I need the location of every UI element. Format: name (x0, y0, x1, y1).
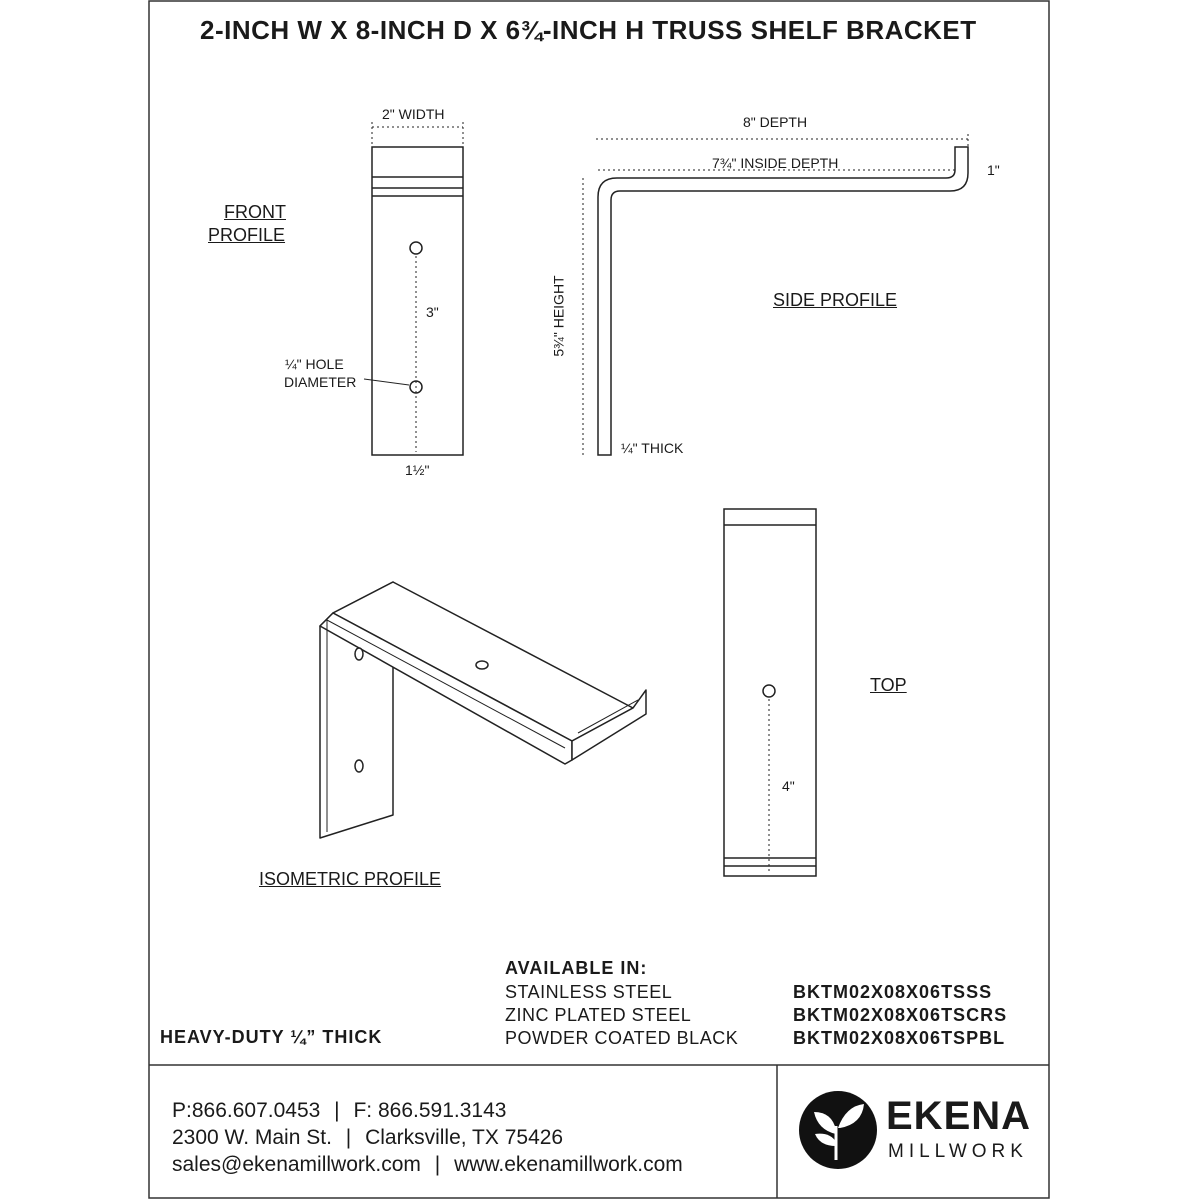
availability-heading: AVAILABLE IN: (505, 958, 648, 978)
hole-diameter-label-line2: DIAMETER (284, 374, 357, 390)
hole-offset-dimension: 1½" (405, 462, 430, 478)
street-address: 2300 W. Main St. (172, 1126, 332, 1149)
finish-powder-coated: POWDER COATED BLACK (505, 1028, 739, 1048)
sku-stainless: BKTM02X08X06TSSS (793, 982, 993, 1002)
fax-number: F: 866.591.3143 (353, 1099, 507, 1122)
lip-height-dimension: 1" (987, 162, 1000, 178)
finish-zinc: ZINC PLATED STEEL (505, 1005, 692, 1025)
leaf-sprout-icon (799, 1091, 877, 1169)
finish-stainless: STAINLESS STEEL (505, 982, 673, 1002)
separator: | (345, 1126, 352, 1149)
separator: | (434, 1153, 441, 1176)
phone-number: P:866.607.0453 (172, 1099, 321, 1122)
brand-subtitle: MILLWORK (888, 1141, 1028, 1162)
hole-spacing-dimension: 3" (426, 304, 439, 320)
sku-powder-coated: BKTM02X08X06TSPBL (793, 1028, 1006, 1048)
hole-diameter-label-line1: ¼" HOLE (285, 356, 344, 372)
width-dimension: 2" WIDTH (382, 106, 445, 122)
front-profile-label-line2: PROFILE (208, 225, 286, 245)
brand-name: EKENA (886, 1094, 1032, 1138)
front-profile-drawing (364, 122, 463, 455)
footer-line-web (172, 1153, 683, 1177)
thickness-dimension: ¼" THICK (621, 440, 684, 456)
inside-depth-dimension: 7¾" INSIDE DEPTH (712, 155, 839, 171)
top-view-drawing (724, 509, 816, 876)
side-profile-label: SIDE PROFILE (773, 290, 898, 310)
top-view-label: TOP (870, 675, 907, 695)
city-address: Clarksville, TX 75426 (365, 1126, 564, 1149)
depth-dimension: 8" DEPTH (743, 114, 808, 130)
website-link[interactable]: www.ekenamillwork.com (454, 1153, 683, 1176)
top-hole-dimension: 4" (782, 778, 795, 794)
isometric-profile-label: ISOMETRIC PROFILE (259, 869, 442, 889)
heavy-duty-note: HEAVY-DUTY ¼” THICK (160, 1027, 383, 1047)
footer-line-phone (172, 1099, 506, 1123)
email-link[interactable]: sales@ekenamillwork.com (172, 1153, 421, 1176)
front-profile-label-line1: FRONT (224, 202, 286, 222)
sku-zinc: BKTM02X08X06TSCRS (793, 1005, 1008, 1025)
page-title: 2-INCH W X 8-INCH D X 6¾-INCH H TRUSS SHELF BRACKET (200, 15, 977, 45)
separator: | (334, 1099, 340, 1122)
isometric-profile-drawing (320, 582, 646, 838)
height-dimension: 5¾" HEIGHT (550, 275, 567, 357)
footer-line-address (172, 1126, 563, 1150)
